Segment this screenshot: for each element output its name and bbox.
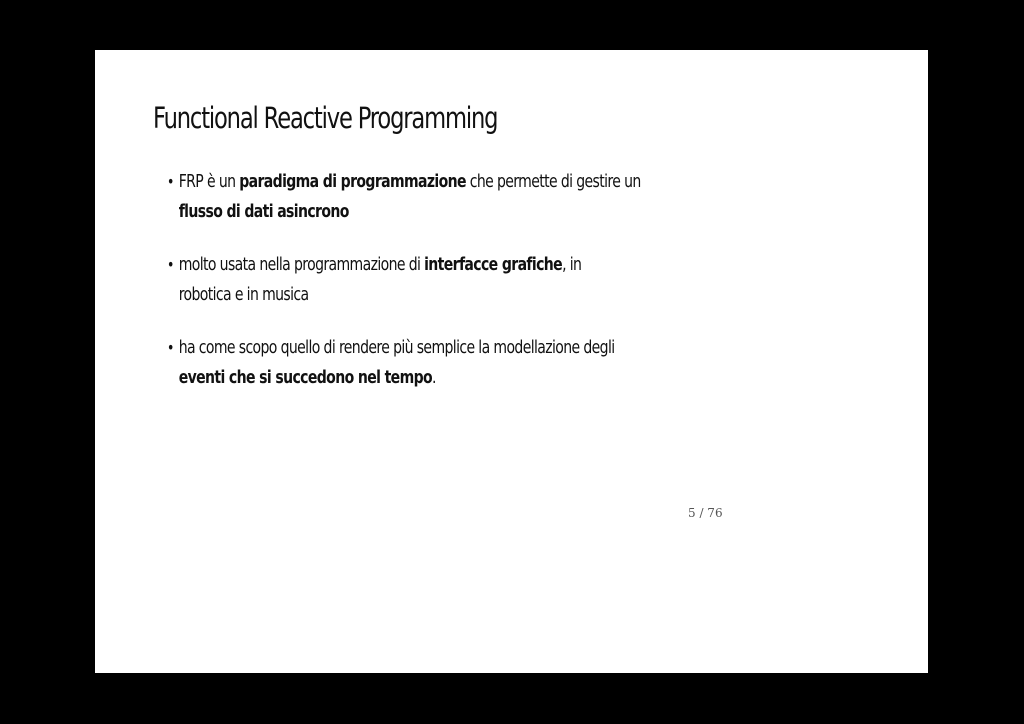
slide: [95, 50, 928, 673]
slide-title: Functional Reactive Programming: [153, 101, 498, 135]
bullet-item-usage: [167, 250, 678, 310]
bullet-emphasis: flusso di dati asincrono: [178, 201, 349, 222]
bullet-text: molto usata nella programmazione di: [178, 254, 425, 275]
bullet-text: ha come scopo quello di rendere più semplice la modellazione degli: [178, 337, 615, 358]
bullet-emphasis: interfacce grafiche: [424, 254, 563, 275]
bullet-marker: •: [167, 172, 174, 191]
bullet-text: robotica e in musica: [178, 284, 309, 305]
bullet-text: che permette di gestire un: [465, 171, 641, 192]
bullet-text: FRP è un: [178, 171, 240, 192]
bullet-list: [167, 167, 822, 416]
bullet-text: .: [432, 367, 436, 388]
bullet-item-frp-definition: [167, 167, 678, 227]
bullet-marker: •: [167, 338, 174, 357]
bullet-emphasis: paradigma di programmazione: [239, 171, 466, 192]
bullet-emphasis: eventi che si succedono nel tempo: [178, 367, 433, 388]
bullet-text: , in: [562, 254, 582, 275]
page-number: 5 / 76: [688, 506, 723, 520]
bullet-marker: •: [167, 255, 174, 274]
bullet-item-goal: [167, 333, 678, 393]
